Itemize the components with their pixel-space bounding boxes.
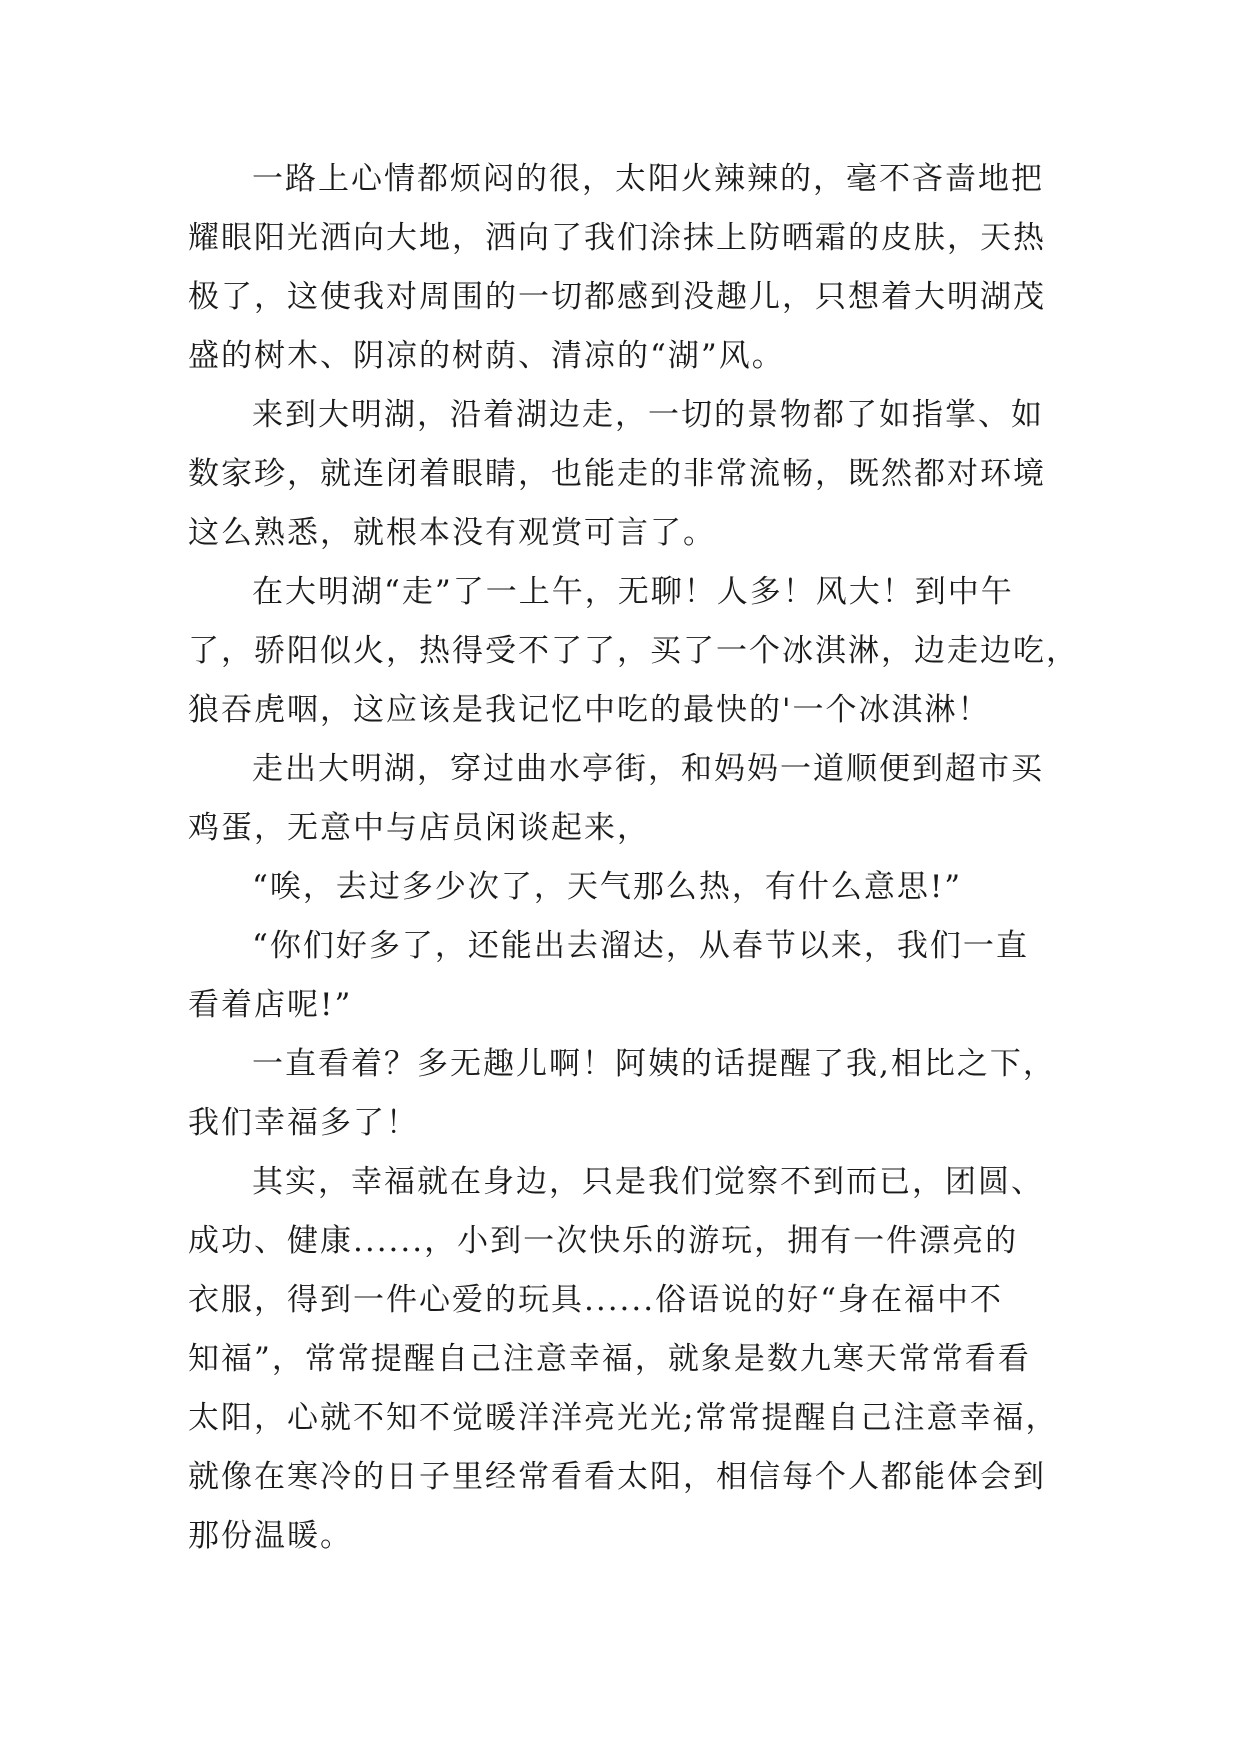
paragraph-7 bbox=[188, 1035, 1068, 1153]
paragraph-line: 一直看着？多无趣儿啊！阿姨的话提醒了我,相比之下， bbox=[252, 1046, 1056, 1082]
paragraph-line: 在大明湖“走”了一上午，无聊！人多！风大！到中午 bbox=[252, 574, 1014, 610]
paragraph-line: 耀眼阳光洒向大地，洒向了我们涂抹上防晒霜的皮肤，天热 bbox=[188, 220, 1046, 256]
paragraph-line: 数家珍，就连闭着眼睛，也能走的非常流畅，既然都对环境 bbox=[188, 456, 1046, 492]
paragraph-line: 了，骄阳似火，热得受不了了，买了一个冰淇淋，边走边吃， bbox=[188, 633, 1079, 669]
paragraph-5-dialogue bbox=[188, 858, 1068, 917]
paragraph-line: 太阳，心就不知不觉暖洋洋亮光光;常常提醒自己注意幸福， bbox=[188, 1400, 1059, 1436]
paragraph-line: 鸡蛋，无意中与店员闲谈起来， bbox=[188, 810, 650, 846]
paragraph-line: 极了，这使我对周围的一切都感到没趣儿，只想着大明湖茂 bbox=[188, 279, 1046, 315]
paragraph-line: “唉，去过多少次了，天气那么热，有什么意思!” bbox=[252, 869, 963, 905]
paragraph-8 bbox=[188, 1153, 1068, 1566]
paragraph-line: 知福”，常常提醒自己注意幸福，就象是数九寒天常常看看 bbox=[188, 1341, 1031, 1377]
paragraph-line: 狼吞虎咽，这应该是我记忆中吃的最快的'一个冰淇淋！ bbox=[188, 692, 991, 728]
paragraph-line: 这么熟悉，就根本没有观赏可言了。 bbox=[188, 515, 716, 551]
paragraph-2 bbox=[188, 386, 1068, 563]
paragraph-line: 就像在寒冷的日子里经常看看太阳，相信每个人都能体会到 bbox=[188, 1459, 1046, 1495]
paragraph-6-dialogue bbox=[188, 917, 1068, 1035]
document-body bbox=[188, 150, 1079, 1566]
paragraph-line: 衣服，得到一件心爱的玩具......俗语说的好“身在福中不 bbox=[188, 1282, 1003, 1318]
paragraph-line: 走出大明湖，穿过曲水亭街，和妈妈一道顺便到超市买 bbox=[252, 751, 1044, 787]
paragraph-line: 那份温暖。 bbox=[188, 1518, 353, 1554]
paragraph-line: 盛的树木、阴凉的树荫、清凉的“湖”风。 bbox=[188, 338, 785, 374]
paragraph-line: 一路上心情都烦闷的很，太阳火辣辣的，毫不吝啬地把 bbox=[252, 161, 1044, 197]
paragraph-line: 看着店呢!” bbox=[188, 987, 353, 1023]
paragraph-line: 成功、健康......，小到一次快乐的游玩，拥有一件漂亮的 bbox=[188, 1223, 1019, 1259]
paragraph-3 bbox=[188, 563, 1079, 740]
paragraph-line: “你们好多了，还能出去溜达，从春节以来，我们一直 bbox=[252, 928, 1029, 964]
paragraph-4 bbox=[188, 740, 1068, 858]
paragraph-line: 其实，幸福就在身边，只是我们觉察不到而已，团圆、 bbox=[252, 1164, 1044, 1200]
paragraph-1 bbox=[188, 150, 1068, 386]
paragraph-line: 我们幸福多了！ bbox=[188, 1105, 419, 1141]
paragraph-line: 来到大明湖，沿着湖边走，一切的景物都了如指掌、如 bbox=[252, 397, 1044, 433]
